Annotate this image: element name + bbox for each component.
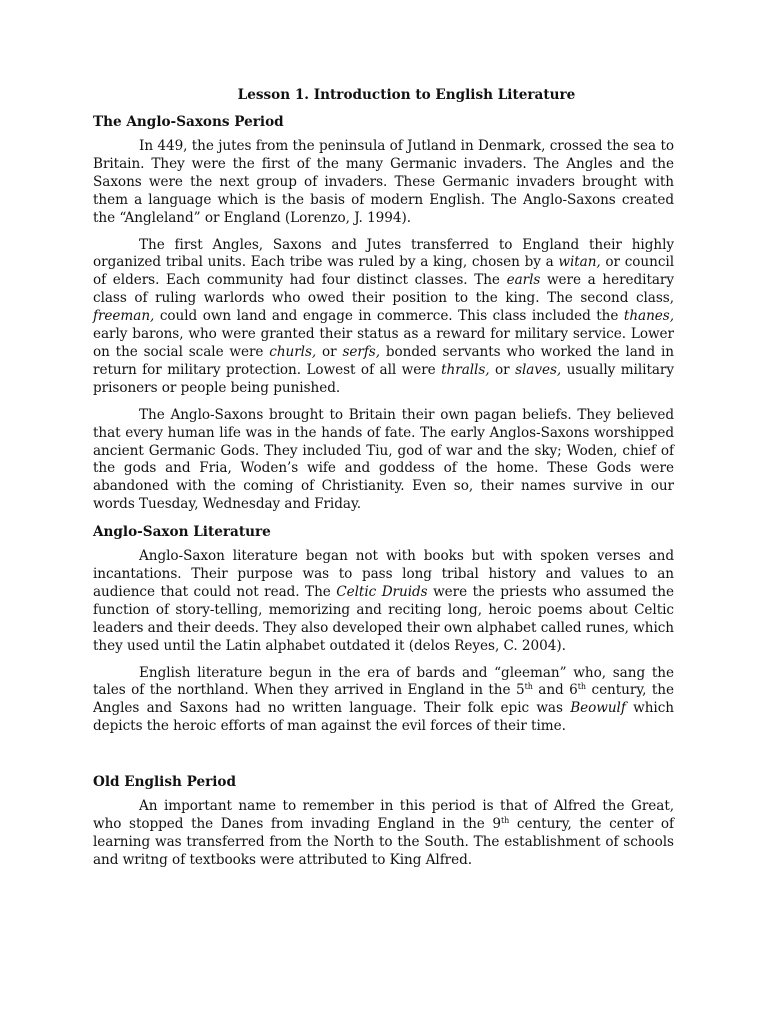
italic-term: earls <box>506 272 541 289</box>
text-run: The first Angles, Saxons and Jutes transferred to England their highly organized tribal units. Each tribe was ruled by a king, chosen by a <box>93 236 674 271</box>
section-heading-anglo-saxons-period: The Anglo-Saxons Period <box>93 114 284 130</box>
paragraph <box>93 548 674 655</box>
section-heading-old-english-period: Old English Period <box>93 774 236 791</box>
lesson-title: Lesson 1. Introduction to English Literature <box>237 87 576 103</box>
text-run: early barons, who were granted their status as a reward for military service. Lower on the social scale were <box>93 326 674 360</box>
ordinal-suffix: th <box>577 682 587 692</box>
text-run: century, the Angles and Saxons had no written language. Their folk epic was <box>93 682 674 717</box>
text-run: or <box>489 361 516 378</box>
text-run: In 449, the jutes from the peninsula of Jutland in Denmark, crossed the sea to Britain. They were the first of the many Germanic invaders. The Angles and the Saxons were the next group of invaders. These Germanic invaders brought with them a language which is the basis of modern English. The Anglo-Saxons created the “Angleland” or England (Lorenzo, J. 1994). <box>93 138 674 226</box>
italic-term: serfs, <box>342 343 381 360</box>
paragraph <box>93 665 674 737</box>
italic-term: Celtic Druids <box>336 583 428 600</box>
text-run: were a hereditary class of ruling warlords who owed their position to the king. The second class, <box>93 272 675 307</box>
italic-term: slaves, <box>515 361 562 378</box>
text-run: bonded servants who worked the land in return for military protection. Lowest of all were <box>93 343 674 378</box>
ordinal-suffix: th <box>524 682 533 692</box>
italic-term: thralls, <box>441 361 490 378</box>
text-run: century, the center of learning was transferred from the North to the South. The establishment of schools and writng of textbooks were attributed to King Alfred. <box>93 816 674 868</box>
text-run: were the priests who assumed the function of story-telling, memorizing and reciting long, heroic poems about Celtic leaders and their deeds. They also developed their own alphabet called runes, which they used until the Latin alphabet outdated it (delos Reyes, C. 2004). <box>93 583 675 654</box>
text-run: Anglo-Saxon literature began not with books but with spoken verses and incantations. Their purpose was to pass long tribal history and values to an audience that could not read. The <box>93 548 674 600</box>
ordinal-suffix: th <box>501 816 510 826</box>
paragraph <box>93 138 674 228</box>
text-run: which depicts the heroic efforts of man against the evil forces of their time. <box>93 700 674 735</box>
spacer <box>93 745 674 773</box>
text-run: or <box>316 343 343 360</box>
paragraph <box>93 237 674 398</box>
paragraph <box>93 407 674 514</box>
section-heading-anglo-saxon-literature: Anglo-Saxon Literature <box>93 524 271 541</box>
text-run: An important name to remember in this period is that of Alfred the Great, who stopped the Danes from invading England in the 9 <box>93 798 674 833</box>
text-run: English literature begun in the era of bards and “gleeman” who, sang the tales of the northland. When they arrived in England in the 5 <box>93 664 674 699</box>
text-run: The Anglo-Saxons brought to Britain their own pagan beliefs. They believed that every human life was in the hands of fate. The early Anglos-Saxons worshipped ancient Germanic Gods. They included Tiu, god of war and the sky; Woden, chief of the gods and Fria, Woden’s wife and goddess of the home. These Gods were abandoned with the coming of Christianity. Even so, their names survive in our words Tuesday, Wednesday and Friday. <box>93 406 674 513</box>
italic-term: Beowulf <box>570 700 626 717</box>
text-run: and 6 <box>532 682 578 699</box>
italic-term: witan, <box>558 254 601 271</box>
italic-term: freeman, <box>93 308 155 325</box>
italic-term: thanes, <box>623 308 674 325</box>
text-run: or council of elders. Each community had four distinct classes. The <box>93 254 674 289</box>
italic-term: churls, <box>269 343 317 360</box>
paragraph <box>93 798 674 870</box>
document-body <box>93 86 674 879</box>
text-run: usually military prisoners or people being punished. <box>93 361 674 396</box>
text-run: could own land and engage in commerce. This class included the <box>154 308 624 325</box>
